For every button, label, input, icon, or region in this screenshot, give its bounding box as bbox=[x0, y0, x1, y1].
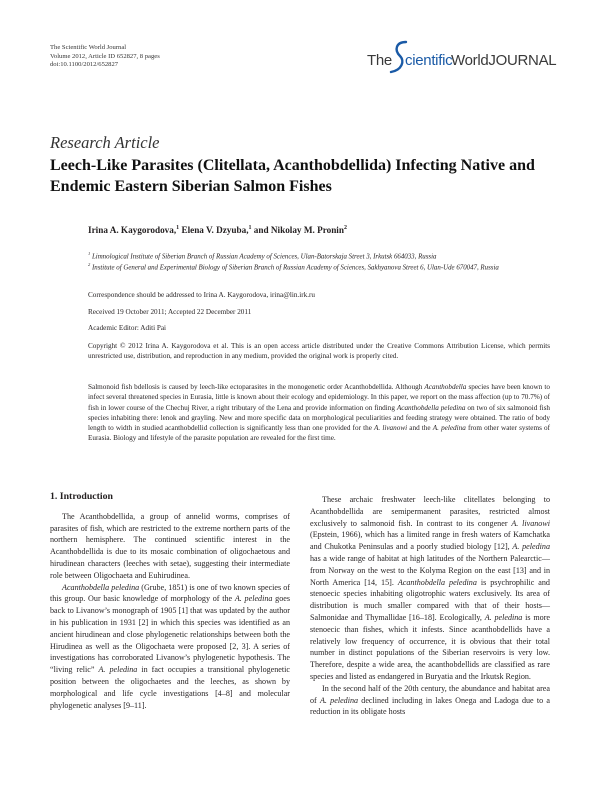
affiliation-2 bbox=[88, 260, 518, 272]
paragraph-text: in fact occupies a transitional phylogenetic position between the oligochaetes and the leeches, as shown by morphological and life cycle investigations [4–8] and molecular phylogenetic analyses [9–11]. bbox=[50, 665, 290, 710]
paragraph-text: (Epstein, 1966), which has a limited range in fresh waters of Kamchatka and Chukotka Peninsulas and a poorly studied biology [12], bbox=[310, 530, 550, 552]
journal-volume: Volume 2012, Article ID 652827, 8 pages bbox=[50, 52, 160, 60]
paragraph-text: has a wide range of habitat at high latitudes of the Northern Palearctic—from Norway on the west to the Kolyma Region on the east [13] and in North America [14, 15]. bbox=[310, 553, 550, 587]
correspondence: Correspondence should be addressed to Irina A. Kaygorodova, irina@lin.irk.ru bbox=[88, 291, 315, 299]
journal-name: The Scientific World Journal bbox=[50, 44, 127, 51]
species-name: A. peledina bbox=[319, 695, 359, 705]
right-paragraph-2 bbox=[310, 683, 550, 718]
affiliation-text: Institute of General and Experimental Biology of Siberian Branch of Russian Academy of Sciences, Sakhyanova Street 6, Ulan-Ude 670047, Russia bbox=[90, 264, 499, 272]
paragraph-text: goes back to Livanow’s monograph of 1905 [1] that was updated by the author in his publication in 1931 [2] in which this species was identified as an ancient hirudinean and close phylogenetic relationships between both the Hirudinea as well as the Oligochaeta were proposed [2, 3]. A series of investigations has corroborated Livanow’s phylogenetic hypothesis. The “living relic” bbox=[50, 594, 291, 675]
logo-the: The bbox=[367, 52, 392, 69]
paragraph-text: declined including in lakes Onega and Ladoga due to a reduction in its obligate hosts bbox=[310, 695, 550, 717]
affiliation-mark: 1 bbox=[88, 251, 91, 256]
abstract bbox=[88, 382, 550, 444]
right-paragraph-1 bbox=[310, 494, 550, 683]
journal-logo bbox=[367, 40, 557, 76]
author-affiliation-mark: 2 bbox=[343, 225, 347, 231]
species-name: A. peledina bbox=[512, 542, 550, 552]
abstract-text: on two of six salmonoid fish species inhabiting there: lenok and grayling. New and more specific data on morphological peculiarities and feeding strategy were obtained. The ratio of body length to width in studied acanthobdellid collection is significantly less than one provided for the bbox=[88, 403, 550, 433]
author-list bbox=[88, 225, 347, 235]
article-type: Research Article bbox=[50, 133, 160, 152]
abstract-text: and the bbox=[407, 424, 433, 433]
paper-title: Leech-Like Parasites (Clitellata, Acanthobdellida) Infecting Native and Endemic Eastern Siberian Salmon Fishes bbox=[50, 157, 535, 195]
abstract-text: Salmonoid fish bdellosis is caused by leech-like ectoparasites in the monogenetic order Acanthobdellida. Although bbox=[88, 383, 425, 391]
section-heading: 1. Introduction bbox=[50, 491, 113, 502]
abstract-italic: A. peledina bbox=[432, 424, 466, 433]
affiliation-text: Limnological Institute of Siberian Branch of Russian Academy of Sciences, Ulan-Batorskaja Street 3, Irkutsk 664033, Russia bbox=[90, 253, 437, 261]
species-name: A. peledina bbox=[98, 665, 138, 675]
species-name: A. livanowi bbox=[511, 518, 550, 528]
affiliation-mark: 2 bbox=[88, 262, 91, 267]
author-name: and Nikolay M. Pronin bbox=[251, 225, 344, 236]
journal-doi: doi:10.1100/2012/652827 bbox=[50, 61, 119, 69]
abstract-text: from other water systems of Eurasia. Biology and lifestyle of the parasite population are revealed for the first time. bbox=[88, 424, 550, 443]
copyright: Copyright © 2012 Irina A. Kaygorodova et al. This is an open access article distributed under the Creative Commons Attribution License, which permits unrestricted use, distribution, and reproduction in any medium, provided the original work is properly cited. bbox=[88, 342, 550, 361]
author-name: Irina A. Kaygorodova, bbox=[88, 225, 177, 236]
abstract-text: species have been known to infect several threatened species in Eurasia, little is known about their ecology and epidemiology. In this paper, we report on the mass affection (up to 70.7%) of fish in lower course of the Chechuj River, a right tributary of the Lena and provide information on finding bbox=[88, 383, 550, 412]
abstract-italic: A. livanowi bbox=[374, 424, 408, 433]
author-affiliation-mark: 1 bbox=[248, 225, 252, 231]
logo-world-journal: WorldJOURNAL bbox=[451, 52, 557, 69]
paragraph-text: is psychrophilic and stenoecic species inhabiting oligotrophic waters exclusively. Its area of distribution is much smaller compared with that of their hosts—Salmonidae and Thymallidae [16–18]. Ecologically, bbox=[310, 577, 550, 622]
logo-scientific: cientific bbox=[405, 52, 453, 69]
intro-paragraph-2 bbox=[50, 582, 290, 712]
species-name: Acanthobdella peledina bbox=[62, 582, 140, 592]
abstract-italic: Acanthobdella peledina bbox=[396, 403, 466, 412]
received-dates: Received 19 October 2011; Accepted 22 December 2011 bbox=[88, 308, 252, 316]
paragraph-text: (Grube, 1851) is one of two known species of this group. Our basic knowledge of morphology of the bbox=[50, 582, 290, 604]
abstract-italic: Acanthobdella bbox=[424, 383, 467, 391]
paragraph-text: In the second half of the 20th century, the abundance and habitat area of bbox=[310, 683, 550, 705]
journal-meta bbox=[50, 44, 160, 70]
species-name: A. peledina bbox=[234, 594, 273, 604]
paragraph-text: These archaic freshwater leech-like clitellates belonging to Acanthobdellida are semipermanent parasites, restricted almost exclusively to salmonoid fish. In contrast to its congener bbox=[310, 495, 550, 528]
left-column bbox=[50, 491, 290, 711]
right-column bbox=[310, 494, 550, 718]
author-affiliation-mark: 1 bbox=[176, 225, 180, 231]
species-name: Acanthobdella peledina bbox=[397, 577, 477, 587]
paragraph-text: is more stenoecic than fishes, which it infests. Since acanthobdellids have a relatively low frequency of occurrence, it is obvious that their total number in distinct populations of the Siberian reservoirs is very low. Therefore, despite a wide area, the acanthobdellids are classified as rare species and listed as endangered in Buryatia and the Irkutsk Region. bbox=[310, 612, 550, 681]
species-name: A. peledina bbox=[484, 612, 523, 622]
author-name: Elena V. Dzyuba, bbox=[179, 225, 249, 236]
academic-editor: Academic Editor: Aditi Pai bbox=[88, 324, 167, 332]
intro-paragraph-1: The Acanthobdellida, a group of annelid worms, comprises of parasites of fish, which are restricted to the extreme northern parts of the northern hemisphere. The continued scientific interest in the Acanthobdellida is due to its mosaic combination of oligochaetous and hirudinean characters (leeches with setae), suggesting their intermediate role between Oligochaeta and Euhirudinea. bbox=[50, 511, 290, 580]
